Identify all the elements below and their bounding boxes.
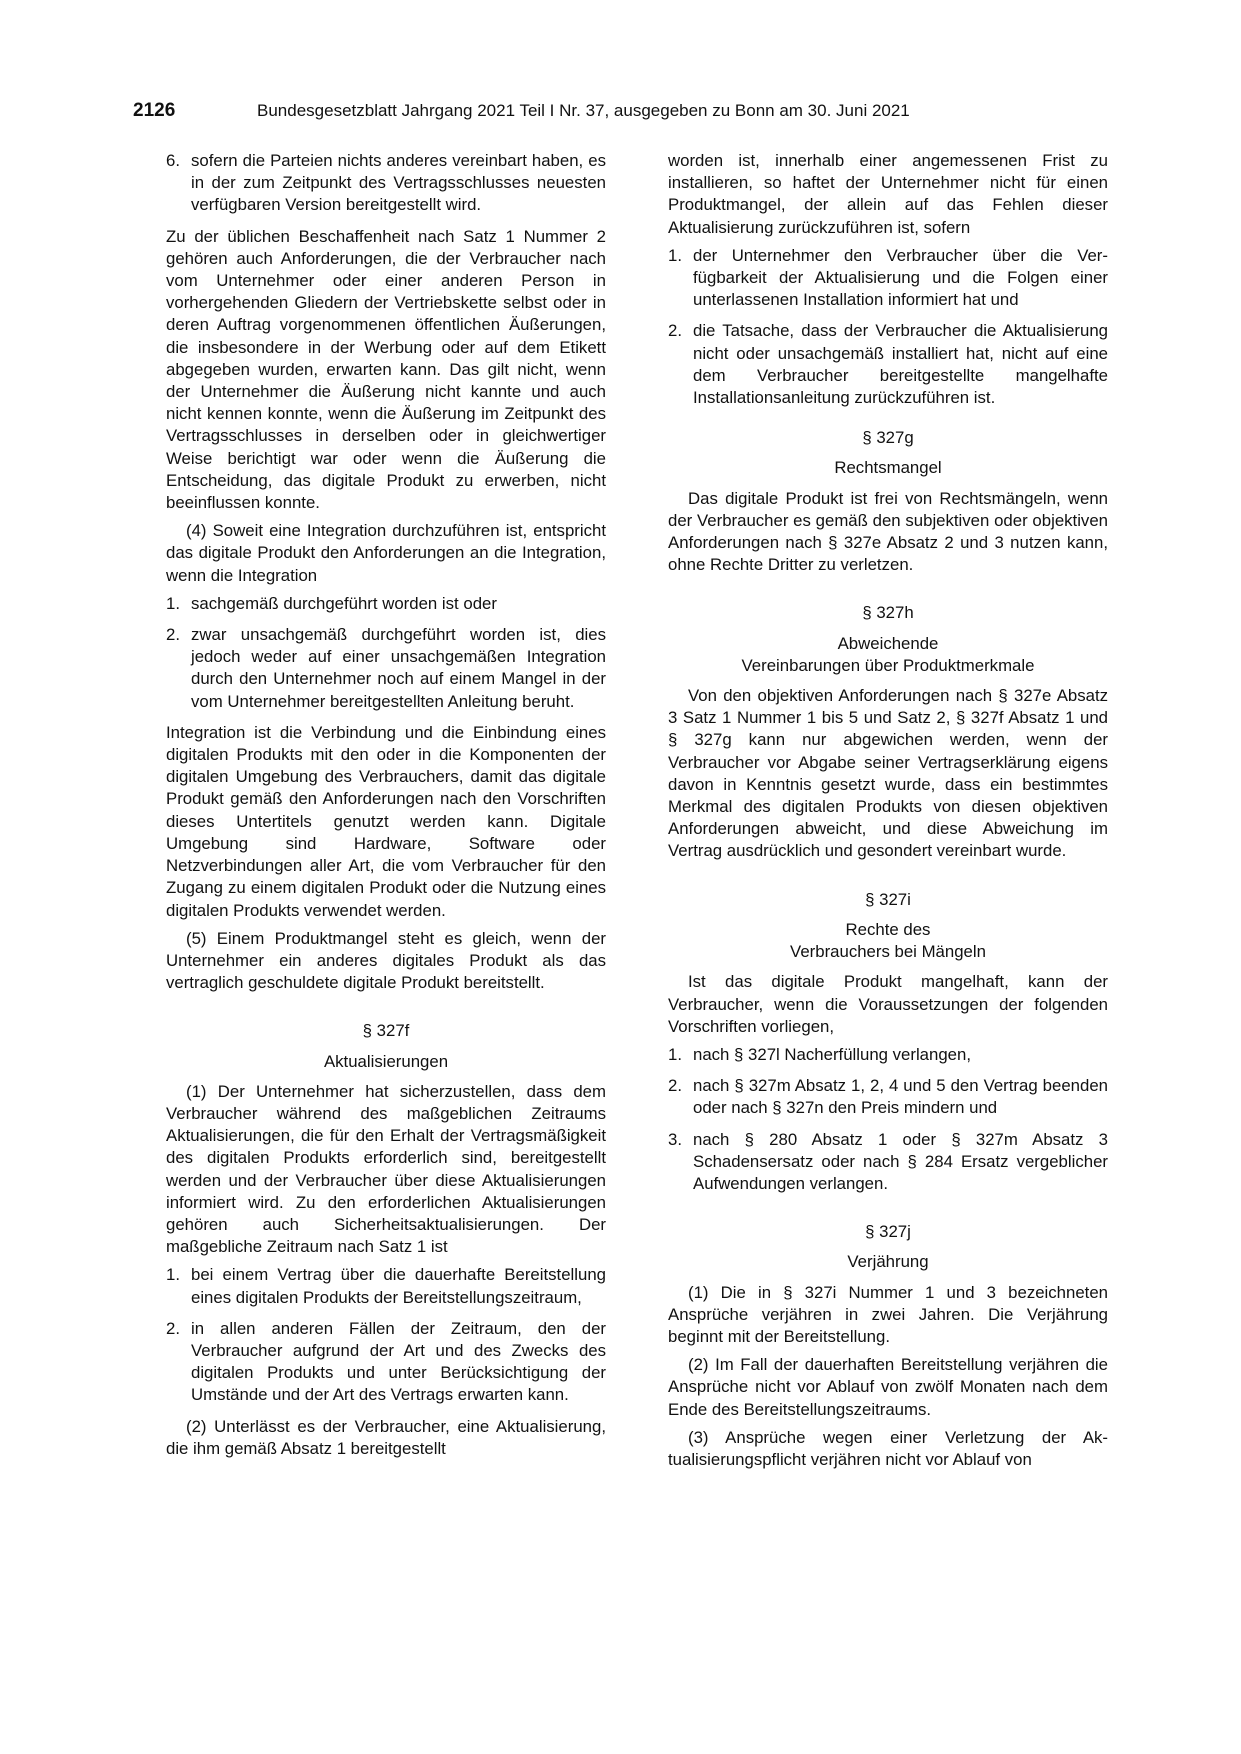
page-number: 2126 bbox=[133, 100, 176, 121]
paragraph: (5) Einem Produktmangel steht es gleich, wenn der Unternehmer ein anderes digitales Produkt als das vertraglich geschuldete digitale Produkt bereitstellt. bbox=[166, 928, 606, 993]
paragraph: (1) Die in § 327i Nummer 1 und 3 bezeichneten Ansprüche verjähren in zwei Jahren. Die Verjährung beginnt mit der Bereitstellung. bbox=[668, 1282, 1108, 1346]
section-number: § 327j bbox=[865, 1222, 911, 1242]
section-title-line: Rechte des bbox=[845, 919, 931, 939]
section-title: Aktualisierungen bbox=[323, 1051, 449, 1071]
paragraph: Zu der üblichen Beschaffenheit nach Satz 1 Nummer 2 gehören auch Anforderungen, die der Verbraucher nach vom Unternehmer oder einer anderen Person in vorhergehenden Gliedern der Vertriebskette selbst oder in deren Auftrag vorgenommenen öffentlichen Äußerungen, die insbesondere in der Werbung oder auf dem Etikett abgegeben wurden, erwarten kann. Das gilt nicht, wenn der Unternehmer die Äußerung nicht kannte und auch nicht kennen konnte, wenn die Äußerung im Zeitpunkt des Vertragsschlusses in derselben oder in gleichwertiger Weise berichtigt war oder wenn die Äußerung die Entscheidung, das digitale Produkt zu erwerben, nicht beeinflussen konnte. bbox=[166, 226, 606, 513]
list-item bbox=[166, 1318, 606, 1407]
section-title bbox=[668, 633, 1108, 677]
section-title: Verjährung bbox=[847, 1252, 929, 1272]
list-item bbox=[668, 1044, 1108, 1066]
paragraph: (1) Der Unternehmer hat sicherzustellen, dass dem Verbraucher während des maßgeblichen Zeitraums Aktualisierungen, die für den Erhalt der Vertragsmäßigkeit des digitalen Produkts erforderlich sind, bereitgestellt werden und der Verbraucher über diese Aktualisierungen informiert wird. Zu den erforderlichen Aktualisierungen gehören auch Sicherheitsaktualisierungen. Der maßgebliche Zeitraum nach Satz 1 ist bbox=[166, 1081, 606, 1257]
paragraph: Von den objektiven Anforderungen nach § 327e Absatz 3 Satz 1 Nummer 1 bis 5 und Satz 2, § 327f Absatz 1 und § 327g kann nur abgewichen werden, wenn der Verbraucher vor Abgabe seiner Vertragserklärung eigens davon in Kenntnis gesetzt wurde, dass ein bestimmtes Merkmal des digitalen Produkts von diesen objektiven Anforderungen abweicht, und diese Abweichung im Vertrag ausdrücklich und gesondert vereinbart wurde. bbox=[668, 686, 1108, 861]
list-item bbox=[668, 245, 1108, 312]
list-number: 6. bbox=[166, 151, 180, 170]
paragraph: (3) Ansprüche wegen einer Verletzung der Aktualisierungspflicht verjähren nicht vor Ablauf von bbox=[668, 1427, 1108, 1469]
paragraph: Integration ist die Verbindung und die Einbindung eines digitalen Produkts mit den oder in die Komponenten der digitalen Umgebung des Verbrauchers, damit das digitale Produkt gemäß den Anforderungen nach den Vorschriften dieses Untertitels genutzt werden kann. Digitale Umgebung sind Hardware, Software oder Netzverbindungen aller Art, die vom Verbraucher für den Zugang zu einem digitalen Produkt oder die Nutzung eines digitalen Produkts verwendet werden. bbox=[166, 722, 606, 920]
list-text: nach § 327m Absatz 1, 2, 4 und 5 den Vertrag beenden oder nach § 327n den Preis mindern und bbox=[693, 1076, 1108, 1118]
right-column bbox=[668, 150, 1108, 1477]
list-number: 1. bbox=[166, 1265, 180, 1285]
list-number: 2. bbox=[668, 321, 682, 341]
period-list bbox=[166, 1264, 606, 1406]
section-number: § 327i bbox=[865, 889, 911, 909]
section-title-line: Vereinbarungen über Produktmerkmale bbox=[741, 655, 1035, 675]
left-column bbox=[166, 150, 606, 1466]
section-number: § 327g bbox=[862, 428, 914, 448]
paragraph: Ist das digitale Produkt mangelhaft, kann der Verbraucher, wenn die Voraussetzungen der folgenden Vorschriften vorliegen, bbox=[668, 972, 1108, 1036]
section-number: § 327f bbox=[362, 1021, 410, 1041]
list-text: die Tatsache, dass der Verbraucher die Aktualisierung nicht oder unsachgemäß installiert hat, nicht auf eine dem Verbraucher bereitgestellte mangelhafte Installationsanleitung zurückzuführen ist. bbox=[693, 321, 1108, 408]
paragraph: (2) Unterlässt es der Verbraucher, eine Aktualisierung, die ihm gemäß Absatz 1 bereitgestellt bbox=[166, 1416, 606, 1458]
section-title: Rechtsmangel bbox=[834, 458, 942, 478]
list-item bbox=[166, 150, 606, 217]
list-number: 2. bbox=[166, 625, 180, 645]
list-item bbox=[668, 320, 1108, 409]
list-text: sachgemäß durchgeführt worden ist oder bbox=[191, 593, 497, 613]
list-item bbox=[166, 624, 606, 713]
rights-list bbox=[668, 1044, 1108, 1195]
list-text: bei einem Vertrag über die dauerhafte Bereitstellung eines digitalen Produkts der Bereitstellungszeitraum, bbox=[191, 1265, 606, 1307]
list-text: nach § 327l Nacherfüllung verlangen, bbox=[693, 1044, 972, 1064]
list-number: 1. bbox=[166, 593, 180, 613]
paragraph: (4) Soweit eine Integration durchzuführen ist, entspricht das digitale Produkt den Anforderungen an die Integration, wenn die Integration bbox=[166, 521, 606, 585]
list-number: 2. bbox=[166, 1318, 180, 1338]
list-number: 3. bbox=[668, 1129, 682, 1149]
list-item bbox=[668, 1075, 1108, 1119]
section-number: § 327h bbox=[862, 603, 914, 623]
section-title-line: Abweichende bbox=[837, 633, 939, 653]
list-text: nach § 280 Absatz 1 oder § 327m Absatz 3 Schadensersatz oder nach § 284 Ersatz vergeblicher Aufwendungen verlangen. bbox=[693, 1129, 1108, 1193]
list-item bbox=[166, 593, 606, 615]
page-header bbox=[133, 100, 1113, 126]
list-text: in allen anderen Fällen der Zeitraum, den der Verbraucher aufgrund der Art und des Zwecks des digitalen Produkts und unter Berücksichtigung der Umstände und der Art des Vertrags erwarten kann. bbox=[191, 1318, 606, 1405]
list-number: 1. bbox=[668, 1044, 682, 1064]
section-title bbox=[668, 919, 1108, 963]
list-text: der Unternehmer den Verbraucher über die Verfügbarkeit der Aktualisierung und die Folgen einer unterlassenen Installation informiert hat und bbox=[693, 245, 1108, 310]
list-text: sofern die Parteien nichts anderes vereinbart haben, es in der zum Zeitpunkt des Vertragsschlusses neuesten verfügbaren Version bereitgestellt wird. bbox=[191, 151, 606, 215]
list-text: zwar unsachgemäß durchgeführt worden ist, dies jedoch weder auf einer unsachgemäßen Integration durch den Unternehmer noch auf einem Mangel in der vom Unternehmer bereitgestellten Anleitung beruht. bbox=[191, 625, 606, 711]
list-item bbox=[166, 1264, 606, 1308]
conditions-list bbox=[668, 245, 1108, 409]
list-number: 1. bbox=[668, 245, 682, 265]
paragraph: worden ist, innerhalb einer angemessenen Frist zu installieren, so haftet der Unternehmer nicht für einen Produktmangel, der allein auf das Fehlen dieser Aktualisierung zurückzuführen ist, sofern bbox=[668, 151, 1108, 237]
section-title-line: Verbrauchers bei Mängeln bbox=[790, 942, 986, 962]
paragraph: (2) Im Fall der dauerhaften Bereitstellung verjähren die Ansprüche nicht vor Ablauf von zwölf Monaten nach dem Ende des Bereitstellungszeitraums. bbox=[668, 1355, 1108, 1419]
paragraph: Das digitale Produkt ist frei von Rechtsmängeln, wenn der Verbraucher es gemäß den subjektiven oder objektiven Anforderungen nach § 327e Absatz 2 und 3 nutzen kann, ohne Rechte Dritter zu verletzen. bbox=[668, 488, 1108, 575]
list-item bbox=[668, 1129, 1108, 1196]
integration-list bbox=[166, 593, 606, 713]
list-number: 2. bbox=[668, 1076, 682, 1096]
running-head: Bundesgesetzblatt Jahrgang 2021 Teil I Nr. 37, ausgegeben zu Bonn am 30. Juni 2021 bbox=[257, 101, 910, 120]
list-item6 bbox=[166, 150, 606, 217]
